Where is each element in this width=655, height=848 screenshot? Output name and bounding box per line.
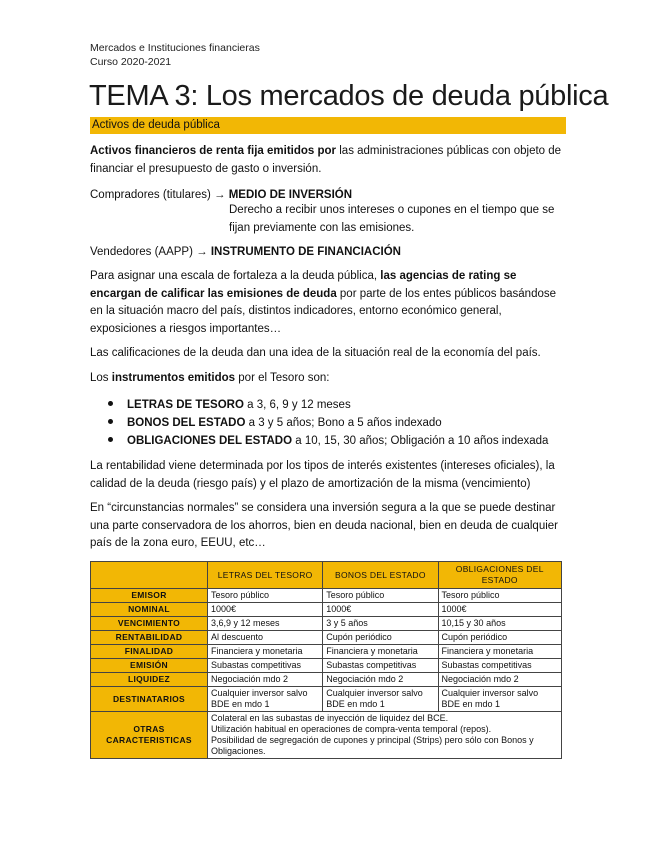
row-header: RENTABILIDAD: [91, 631, 208, 645]
list-item-text: a 3, 6, 9 y 12 meses: [243, 399, 351, 411]
table-cell: Tesoro público: [438, 589, 561, 603]
paragraph-instrumentos: [90, 370, 570, 388]
rating-text-b: por parte de los entes públicos basándose en la situación macro del país, distintos indicadores, entorno económico general, exposiciones a riesgos importantes…: [90, 287, 557, 335]
paragraph-calificaciones: Las calificaciones de la deuda dan una idea de la situación real de la economía del país.: [90, 347, 541, 359]
header-year: Curso 2020-2021: [90, 56, 172, 68]
page-title: TEMA 3: Los mercados de deuda pública: [89, 80, 609, 112]
table-cell: Tesoro público: [323, 589, 438, 603]
bullet-icon: [108, 401, 113, 406]
list-item-bold: LETRAS DE TESORO: [127, 399, 244, 411]
table-cell: Subastas competitivas: [208, 659, 323, 673]
column-header: BONOS DEL ESTADO: [323, 562, 438, 589]
sellers-bold: INSTRUMENTO DE FINANCIACIÓN: [210, 246, 401, 258]
bullet-icon: [108, 419, 113, 424]
paragraph-circunstancias: En “circunstancias normales” se considera una inversión segura a la que se puede destinar una parte conservadora de los ahorros, bien en deuda nacional, bien en deuda de cualquier país de la zona euro, EEUU, etc…: [90, 502, 559, 549]
table-row: [91, 631, 562, 645]
section-heading-label: Activos de deuda pública: [92, 119, 220, 131]
other-line: Colateral en las subastas de inyección de liquidez del BCE.: [211, 713, 449, 723]
table-row: [91, 687, 562, 712]
row-header: EMISOR: [91, 589, 208, 603]
row-header: FINALIDAD: [91, 645, 208, 659]
table-cell: Cualquier inversor salvo BDE en mdo 1: [208, 687, 323, 712]
table-cell: Cualquier inversor salvo BDE en mdo 1: [323, 687, 438, 712]
table-cell: Financiera y monetaria: [438, 645, 561, 659]
table-row: [91, 617, 562, 631]
list-item-text: a 3 y 5 años; Bono a 5 años indexado: [245, 417, 442, 429]
other-line: Utilización habitual en operaciones de compra-venta temporal (repos).: [211, 724, 492, 734]
row-header: LIQUIDEZ: [91, 673, 208, 687]
buyers-detail: Derecho a recibir unos intereses o cupones en el tiempo que se fijan previamente con las emisiones.: [229, 204, 555, 234]
paragraph-rating: [90, 268, 570, 338]
table-cell: 1000€: [323, 603, 438, 617]
list-item: [108, 432, 568, 450]
table-cell: Subastas competitivas: [438, 659, 561, 673]
table-cell: Financiera y monetaria: [323, 645, 438, 659]
table-cell: Cupón periódico: [323, 631, 438, 645]
list-item-text: a 10, 15, 30 años; Obligación a 10 años indexada: [292, 435, 549, 447]
table-cell: 3 y 5 años: [323, 617, 438, 631]
instr-text-a: Los: [90, 372, 112, 384]
table-cell: 10,15 y 30 años: [438, 617, 561, 631]
table-cell: Negociación mdo 2: [438, 673, 561, 687]
bullet-icon: [108, 437, 113, 442]
table-cell: Tesoro público: [208, 589, 323, 603]
definition-text: las administraciones públicas con objeto de financiar el presupuesto de gasto o inversión.: [90, 145, 562, 175]
table-row: [91, 673, 562, 687]
row-header: OTRAS CARACTERISTICAS: [91, 712, 208, 759]
table-cell: 1000€: [208, 603, 323, 617]
buyers-prefix: Compradores (titulares) →: [90, 189, 229, 201]
section-heading: [90, 117, 566, 134]
table-row: [91, 659, 562, 673]
table-cell: Cualquier inversor salvo BDE en mdo 1: [438, 687, 561, 712]
table-corner: [91, 562, 208, 589]
table-cell: Financiera y monetaria: [208, 645, 323, 659]
table-row: [91, 589, 562, 603]
table-cell: 3,6,9 y 12 meses: [208, 617, 323, 631]
table-row: [91, 603, 562, 617]
header-course: Mercados e Instituciones financieras: [90, 42, 260, 54]
list-item-bold: BONOS DEL ESTADO: [127, 417, 246, 429]
table-cell: Cupón periódico: [438, 631, 561, 645]
paragraph-definition: [90, 143, 570, 178]
list-item-bold: OBLIGACIONES DEL ESTADO: [127, 435, 293, 447]
rating-bold: las agencias de rating se encargan de calificar las emisiones de deuda: [90, 270, 517, 300]
definition-bold: Activos financieros de renta fija emitidos por: [90, 145, 337, 157]
table-cell: Al descuento: [208, 631, 323, 645]
instr-bold: instrumentos emitidos: [111, 372, 236, 384]
table-row: [91, 712, 562, 759]
rating-text-a: Para asignar una escala de fortaleza a la deuda pública,: [90, 270, 381, 282]
comparison-table: [90, 561, 562, 759]
row-header: NOMINAL: [91, 603, 208, 617]
buyers-bold: MEDIO DE INVERSIÓN: [228, 189, 353, 201]
row-header: VENCIMIENTO: [91, 617, 208, 631]
row-header: DESTINATARIOS: [91, 687, 208, 712]
table-cell: Negociación mdo 2: [323, 673, 438, 687]
table-header-row: [91, 562, 562, 589]
list-item: [108, 414, 568, 432]
other-line: Posibilidad de segregación de cupones y principal (Strips) pero sólo con Bonos y Obligaciones.: [211, 735, 534, 756]
paragraph-rentabilidad: La rentabilidad viene determinada por los tipos de interés existentes (intereses oficiales), la calidad de la deuda (riesgo país) y el plazo de amortización de la misma (vencimiento): [90, 460, 555, 490]
table-cell: Subastas competitivas: [323, 659, 438, 673]
column-header: OBLIGACIONES DEL ESTADO: [438, 562, 561, 589]
table-cell-merged: [208, 712, 562, 759]
row-header: EMISIÓN: [91, 659, 208, 673]
instr-text-b: por el Tesoro son:: [235, 372, 330, 384]
sellers-line: [90, 244, 570, 262]
sellers-prefix: Vendedores (AAPP) →: [90, 246, 211, 258]
table-cell: Negociación mdo 2: [208, 673, 323, 687]
column-header: LETRAS DEL TESORO: [208, 562, 323, 589]
table-row: [91, 645, 562, 659]
table-cell: 1000€: [438, 603, 561, 617]
instrument-list: [108, 396, 568, 450]
list-item: [108, 396, 568, 414]
